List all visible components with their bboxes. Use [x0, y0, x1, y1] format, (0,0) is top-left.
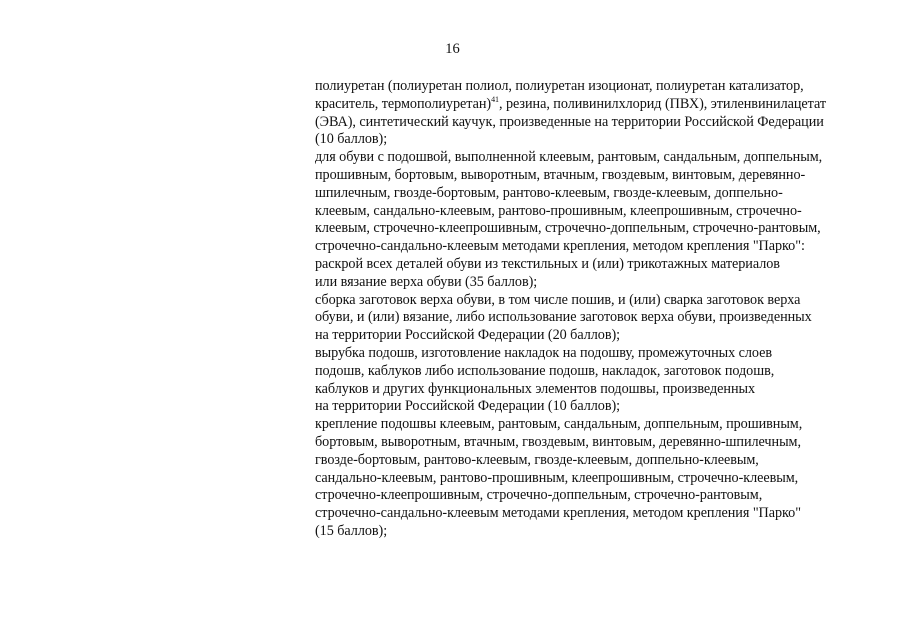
text-line: на территории Российской Федерации (20 баллов);	[315, 327, 621, 344]
text-line: (10 баллов);	[315, 131, 388, 148]
text-segment: краситель, термополиуретан)	[315, 95, 492, 112]
text-line: подошв, каблуков либо использование подошв, накладок, заготовок подошв,	[315, 362, 775, 379]
text-line: крепление подошвы клеевым, рантовым, сандальным, доппельным, прошивным,	[315, 416, 803, 433]
text-line: на территории Российской Федерации (10 баллов);	[315, 398, 621, 415]
text-line: клеевым, сандально-клеевым, рантово-прошивным, клеепрошивным, строчечно-	[315, 202, 802, 219]
text-line: строчечно-клеепрошивным, строчечно-доппельным, строчечно-рантовым,	[315, 487, 763, 504]
text-line: прошивным, бортовым, выворотным, втачным, гвоздевым, винтовым, деревянно-	[315, 166, 806, 183]
text-line: строчечно-сандально-клеевым методами крепления, методом крепления "Парко":	[315, 238, 805, 255]
text-line-with-footnote	[315, 96, 875, 114]
text-segment: , резина, поливинилхлорид (ПВХ), этиленвинилацетат	[498, 95, 826, 112]
footnote-marker[interactable]: 41	[491, 94, 499, 104]
text-line: каблуков и других функциональных элементов подошвы, произведенных	[315, 380, 756, 397]
text-line: полиуретан (полиуретан полиол, полиуретан изоционат, полиуретан катализатор,	[315, 78, 804, 94]
text-line: обуви, и (или) вязание, либо использование заготовок верха обуви, произведенных	[315, 309, 812, 326]
text-line: для обуви с подошвой, выполненной клеевым, рантовым, сандальным, доппельным,	[315, 149, 823, 166]
text-line: шпилечным, гвозде-бортовым, рантово-клеевым, гвозде-клеевым, доппельно-	[315, 184, 783, 201]
text-line: (15 баллов);	[315, 522, 388, 539]
text-line: раскрой всех деталей обуви из текстильных и (или) трикотажных материалов	[315, 255, 780, 272]
text-line: гвозде-бортовым, рантово-клеевым, гвозде-клеевым, доппельно-клеевым,	[315, 451, 759, 468]
text-line: (ЭВА), синтетический каучук, произведенные на территории Российской Федерации	[315, 113, 824, 130]
text-line: сандально-клеевым, рантово-прошивным, клеепрошивным, строчечно-клеевым,	[315, 469, 799, 486]
text-line: вырубка подошв, изготовление накладок на подошву, промежуточных слоев	[315, 344, 773, 361]
text-line: или вязание верха обуви (35 баллов);	[315, 273, 538, 290]
page-number: 16	[445, 41, 460, 57]
document-body	[315, 78, 875, 541]
text-line: бортовым, выворотным, втачным, гвоздевым, винтовым, деревянно-шпилечным,	[315, 433, 801, 450]
text-line: клеевым, строчечно-клеепрошивным, строчечно-доппельным, строчечно-рантовым,	[315, 220, 821, 237]
text-line: строчечно-сандально-клеевым методами крепления, методом крепления "Парко"	[315, 505, 801, 522]
text-line: сборка заготовок верха обуви, в том числе пошив, и (или) сварка заготовок верха	[315, 291, 801, 308]
